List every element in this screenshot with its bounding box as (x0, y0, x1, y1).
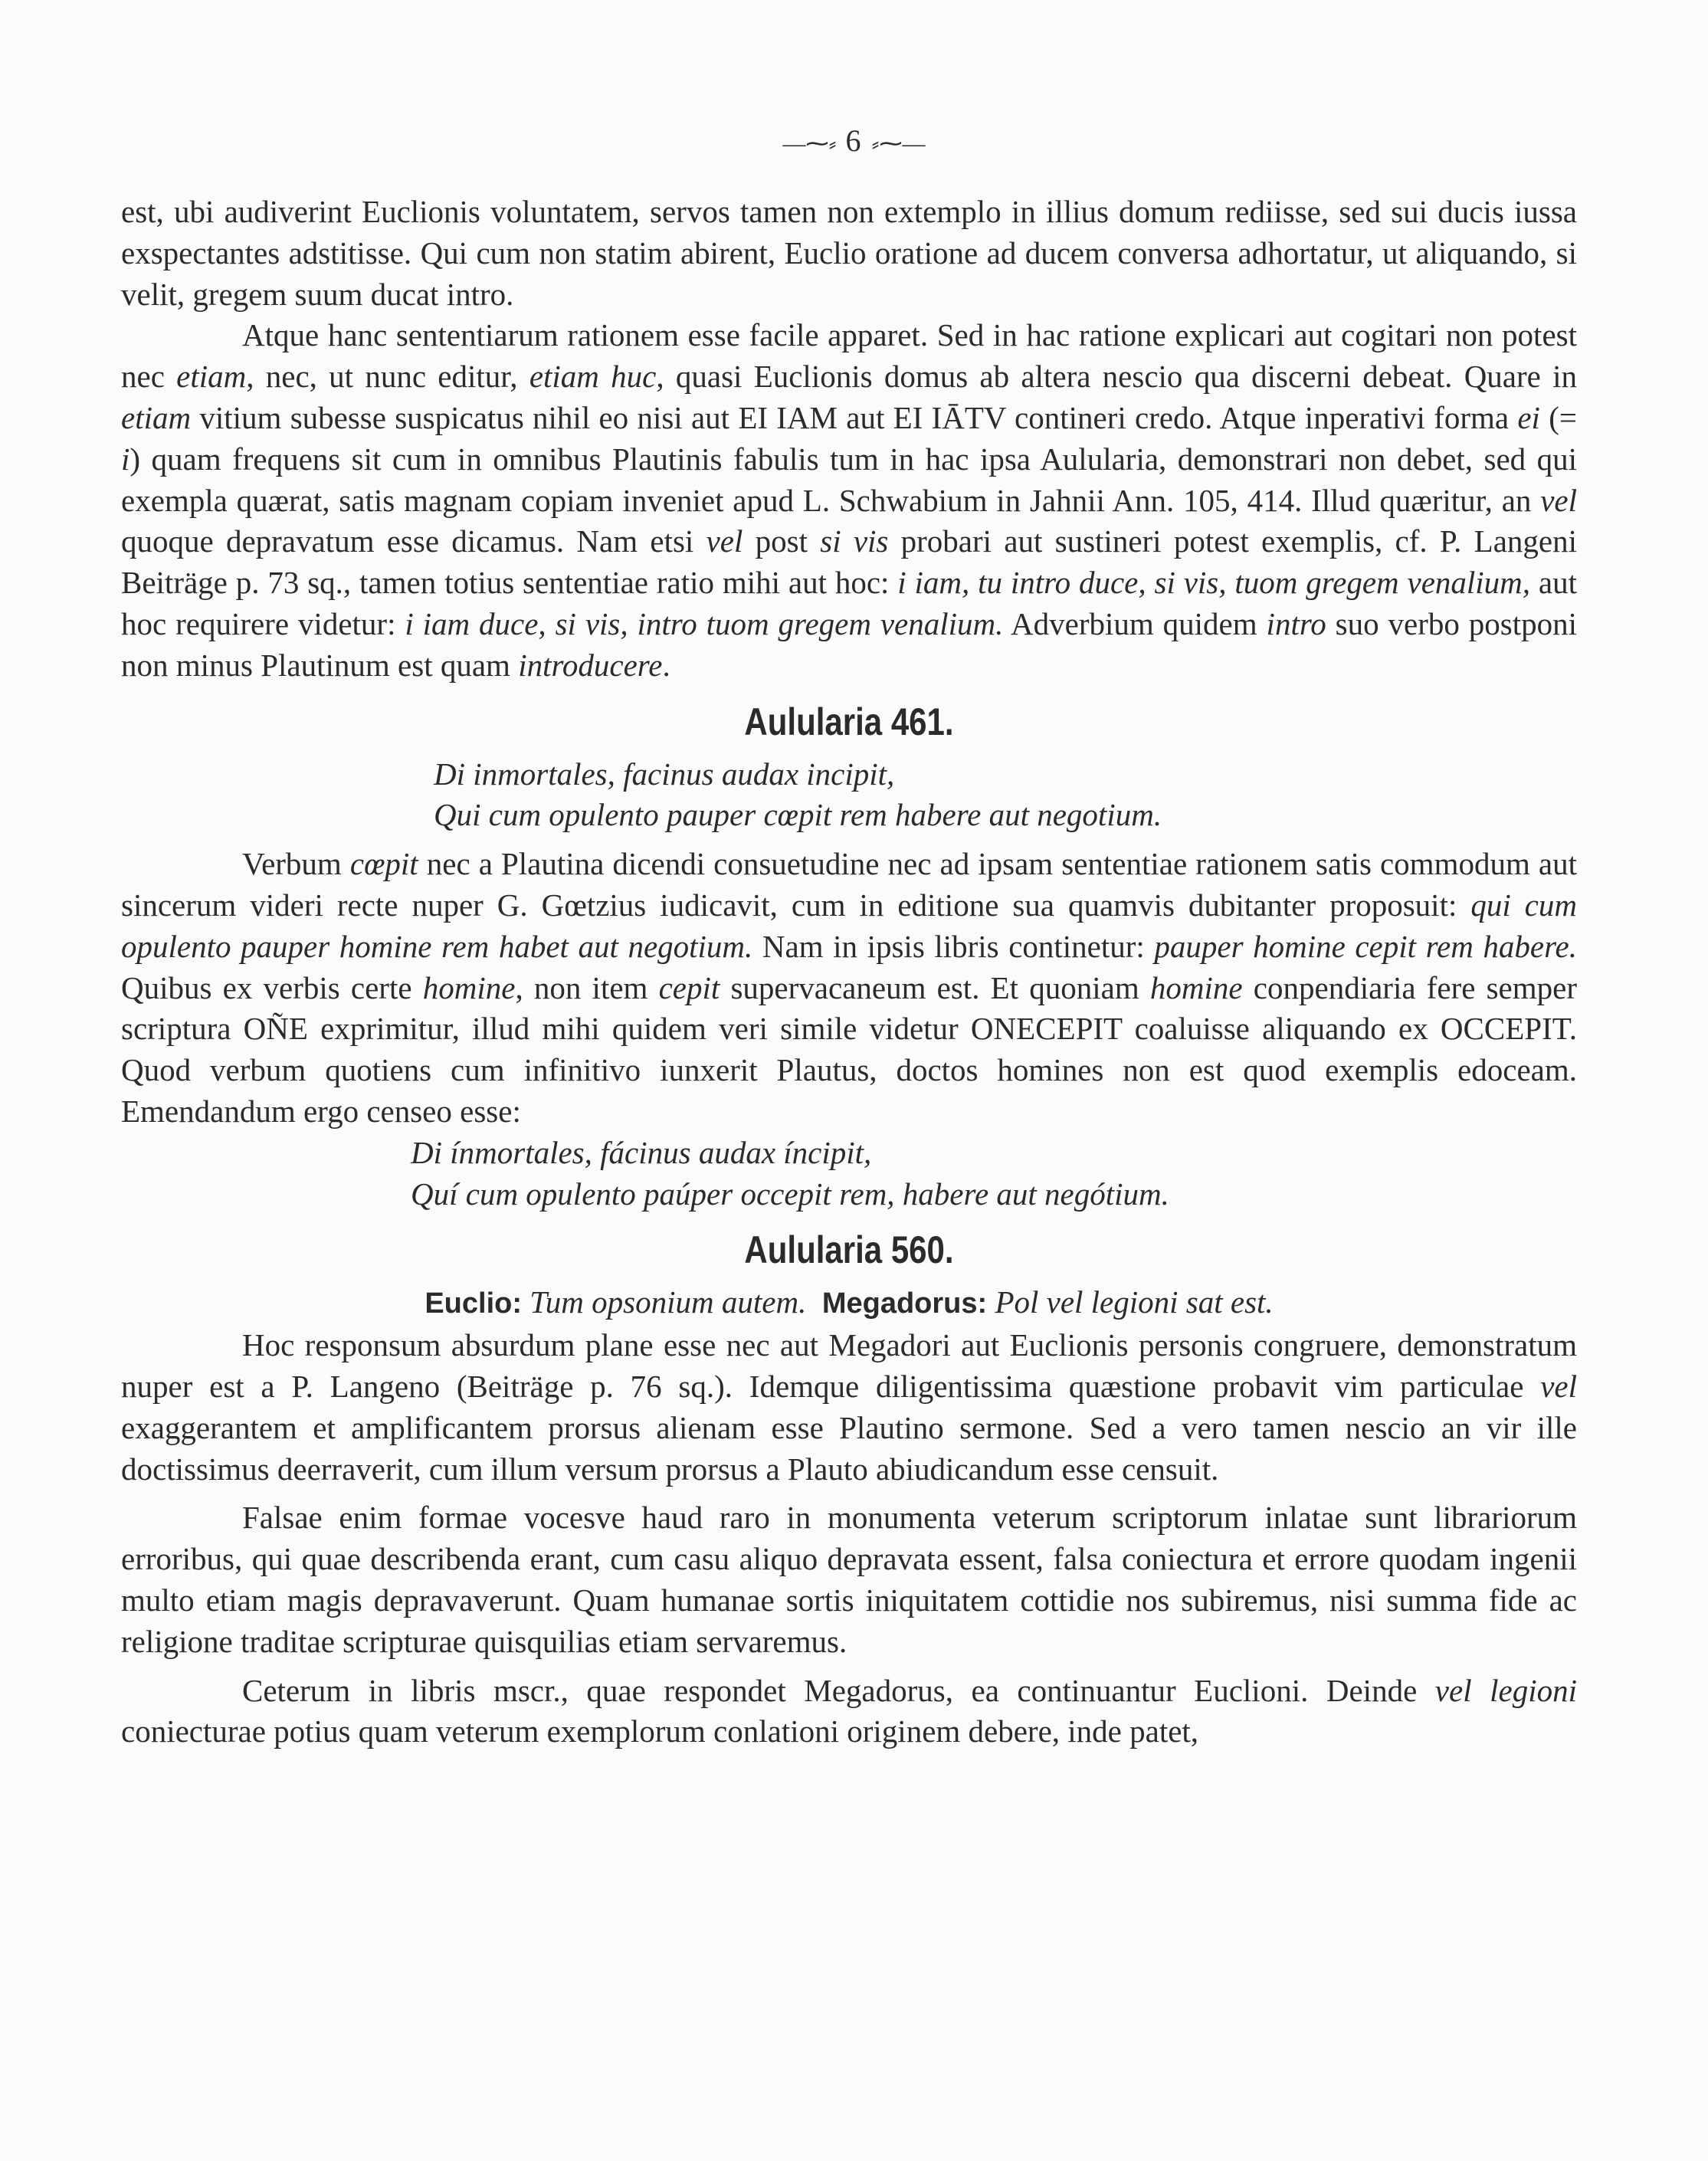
page-header (0, 123, 1708, 159)
page-number: 6 (845, 123, 863, 158)
speaker-label: Megadorus: (821, 1287, 988, 1320)
section-heading: Aulularia 560. (744, 1228, 954, 1272)
verse-line: Di inmortales, facinus audax incipit, (434, 756, 895, 792)
paragraph: est, ubi audiverint Euclionis voluntatem, servos tamen non extemplo in illius domum rediisse, sed sui ducis iussa exspectantes adstitisse. Qui cum non statim abirent, Euclio oratione ad ducem conversa adhortatur, ut aliquando, si velit, gregem suum ducat intro. (121, 194, 1577, 312)
verse-line: Quí cum opulento paúper occepit rem, habere aut negótium. (411, 1176, 1169, 1212)
dialogue-line: Euclio: Tum opsonium autem. Megadorus: Pol vel legioni sat est. (425, 1284, 1274, 1320)
header-ornament-left: —⁓⸗ (782, 131, 837, 156)
page-body (121, 192, 1577, 1753)
paragraph: Ceterum in libris mscr., quae respondet Megadorus, ea continuantur Euclioni. Deinde vel legioni coniecturae potius quam veterum exemplorum conlationi originem debere, inde patet, (121, 1672, 1577, 1749)
header-ornament-right: ⸗⁓— (871, 131, 926, 156)
verse-line: Di ínmortales, fácinus audax íncipit, (411, 1134, 872, 1170)
speaker-label: Euclio: (425, 1287, 523, 1320)
section-heading: Aulularia 461. (744, 700, 954, 743)
paragraph: Hoc responsum absurdum plane esse nec aut Megadori aut Euclionis personis congruere, demonstratum nuper est a P. Langeno (Beiträge p. 76 sq.). Idemque diligentissima quæstione probavit vim particulae vel exaggerantem et amplificantem prorsus alienam esse Plautino sermone. Sed a vero tamen nescio an vir ille doctissimus deerraverit, cum illum versum prorsus a Plauto abiudicandum esse censuit. (121, 1327, 1577, 1487)
paragraph: Verbum cœpit nec a Plautina dicendi consuetudine nec ad ipsam sententiae rationem satis commodum aut sincerum videri recte nuper G. Gœtzius iudicavit, cum in editione sua quamvis dubitanter proposuit: qui cum opulento pauper homine rem habet aut negotium. Nam in ipsis libris continetur: pauper homine cepit rem habere. Quibus ex verbis certe homine, non item cepit supervacaneum est. Et quoniam homine conpendiaria fere semper scriptura OÑE exprimitur, illud mihi quidem veri simile videtur ONECEPIT coaluisse aliquando ex OCCEPIT. Quod verbum quotiens cum infinitivo iunxerit Plautus, doctos homines non est quod exemplis edoceam. Emendandum ergo censeo esse: (121, 846, 1577, 1129)
paragraph: Falsae enim formae vocesve haud raro in monumenta veterum scriptorum inlatae sunt librariorum erroribus, qui quae describenda erant, cum casu aliquo depravata essent, falsa coniectura et errore quodam ingenii multo etiam magis depravaverunt. Quam humanae sortis iniquitatem cottidie nos subiremus, nisi summa fide ac religione traditae scripturae quisquilias etiam servaremus. (121, 1500, 1577, 1659)
verse-line: Qui cum opulento pauper cœpit rem habere aut negotium. (434, 797, 1162, 833)
paragraph: Atque hanc sententiarum rationem esse facile apparet. Sed in hac ratione explicari aut cogitari non potest nec etiam, nec, ut nunc editur, etiam huc, quasi Euclionis domus ab altera nescio qua discerni debeat. Quare in etiam vitium subesse suspicatus nihil eo nisi aut EI IAM aut EI IĀTV contineri credo. Atque inperativi forma ei (= i) quam frequens sit cum in omnibus Plautinis fabulis tum in hac ipsa Aulularia, demonstrari non debet, sed qui exempla quærat, satis magnam copiam inveniet apud L. Schwabium in Jahnii Ann. 105, 414. Illud quæritur, an vel quoque depravatum esse dicamus. Nam etsi vel post si vis probari aut sustineri potest exemplis, cf. P. Langeni Beiträge p. 73 sq., tamen totius sententiae ratio mihi aut hoc: i iam, tu intro duce, si vis, tuom gregem venalium, aut hoc requirere videtur: i iam duce, si vis, intro tuom gregem venalium. Adverbium quidem intro suo verbo postponi non minus Plautinum est quam introducere. (121, 317, 1578, 683)
